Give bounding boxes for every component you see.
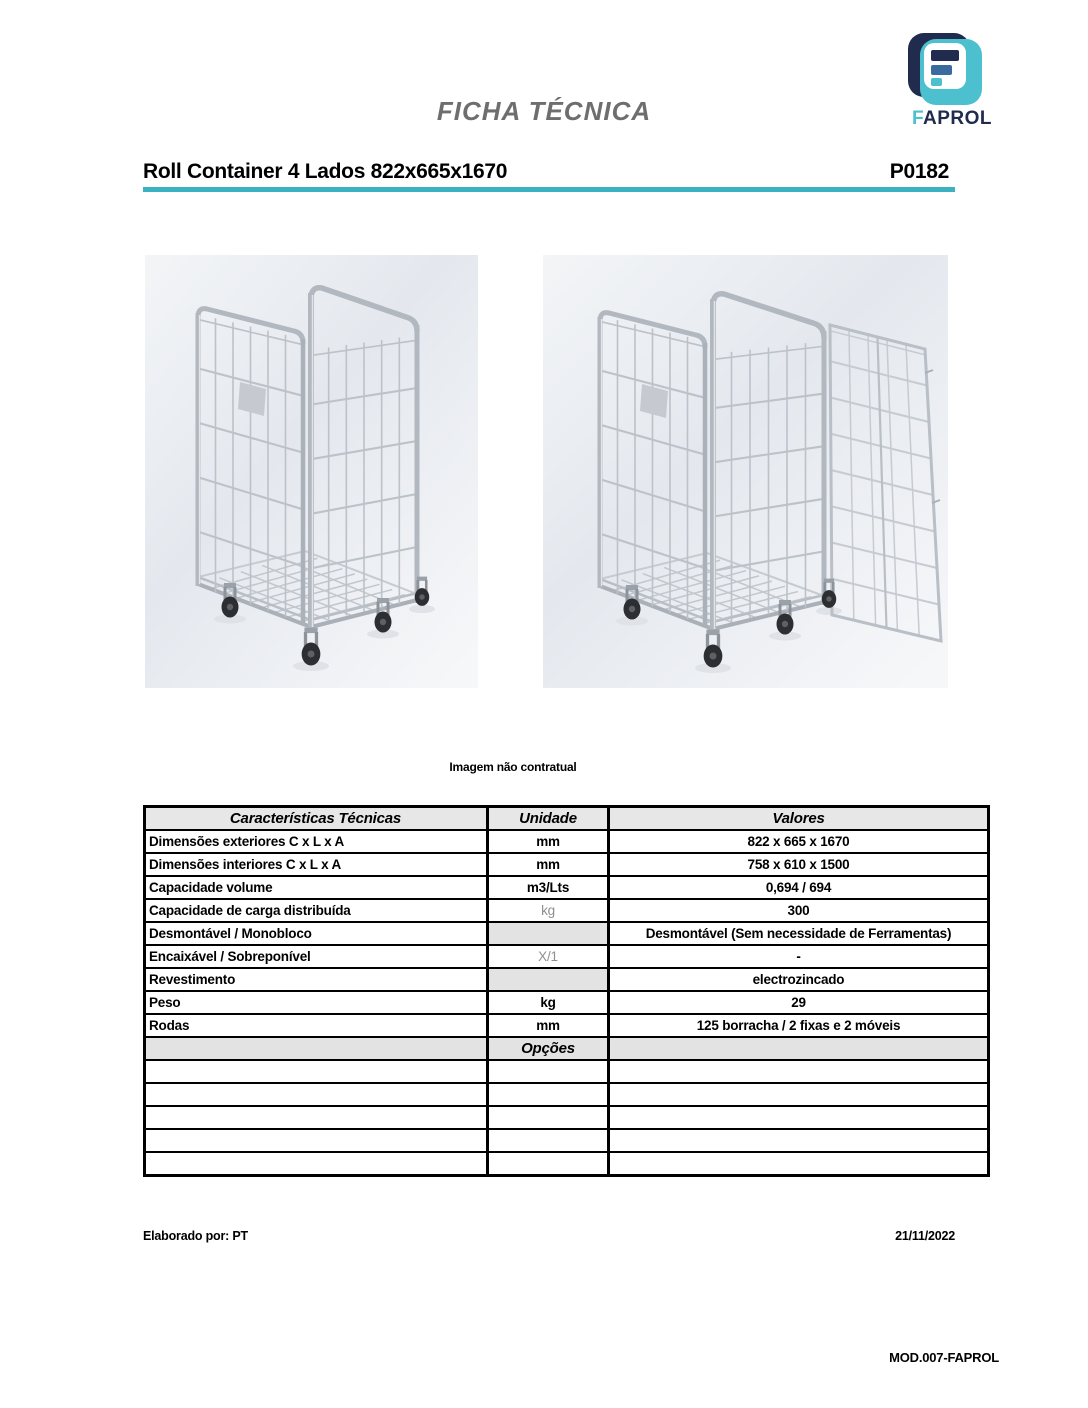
row-value: Desmontável (Sem necessidade de Ferramentas) bbox=[609, 922, 989, 945]
row-unit: kg bbox=[488, 899, 609, 922]
table-row bbox=[145, 968, 989, 991]
row-label: Dimensões interiores C x L x A bbox=[145, 853, 488, 876]
row-label: Rodas bbox=[145, 1014, 488, 1037]
image-disclaimer: Imagem não contratual bbox=[449, 760, 577, 774]
logo-bar-middle bbox=[931, 65, 952, 75]
empty-row bbox=[145, 1129, 989, 1152]
row-label: Capacidade volume bbox=[145, 876, 488, 899]
empty-row bbox=[145, 1060, 989, 1083]
spec-table-header-row bbox=[145, 807, 989, 831]
product-name: Roll Container 4 Lados 822x665x1670 bbox=[143, 160, 508, 183]
table-row bbox=[145, 853, 989, 876]
row-unit: X/1 bbox=[488, 945, 609, 968]
header-valores: Valores bbox=[609, 807, 989, 831]
empty-row bbox=[145, 1152, 989, 1176]
row-label: Revestimento bbox=[145, 968, 488, 991]
footer-date: 21/11/2022 bbox=[895, 1229, 955, 1243]
options-label: Opções bbox=[488, 1037, 609, 1060]
table-row bbox=[145, 922, 989, 945]
row-value: - bbox=[609, 945, 989, 968]
logo-bar-bottom bbox=[931, 78, 942, 86]
doc-template-code: MOD.007-FAPROL bbox=[889, 1350, 999, 1365]
product-photo-open-side bbox=[543, 255, 948, 688]
empty-row bbox=[145, 1083, 989, 1106]
elaborated-by: Elaborado por: PT bbox=[143, 1229, 248, 1243]
table-row bbox=[145, 991, 989, 1014]
row-unit bbox=[488, 922, 609, 945]
empty-row bbox=[145, 1106, 989, 1129]
header-unidade: Unidade bbox=[488, 807, 609, 831]
product-photo-assembled bbox=[145, 255, 478, 688]
table-row bbox=[145, 876, 989, 899]
row-value: 125 borracha / 2 fixas e 2 móveis bbox=[609, 1014, 989, 1037]
table-row bbox=[145, 945, 989, 968]
row-unit: mm bbox=[488, 830, 609, 853]
header-caracteristicas: Características Técnicas bbox=[145, 807, 488, 831]
row-value: 822 x 665 x 1670 bbox=[609, 830, 989, 853]
roll-container-assembled-image bbox=[145, 255, 478, 688]
table-row bbox=[145, 899, 989, 922]
logo-bar-top bbox=[931, 50, 959, 61]
options-section-row bbox=[145, 1037, 989, 1060]
row-unit: m3/Lts bbox=[488, 876, 609, 899]
row-unit bbox=[488, 968, 609, 991]
roll-container-open-image bbox=[543, 255, 948, 688]
product-header bbox=[143, 160, 955, 184]
row-label: Peso bbox=[145, 991, 488, 1014]
row-label: Desmontável / Monobloco bbox=[145, 922, 488, 945]
row-value: 300 bbox=[609, 899, 989, 922]
row-unit: mm bbox=[488, 1014, 609, 1037]
logo-brand-text: FAPROL bbox=[911, 108, 993, 128]
row-label: Encaixável / Sobreponível bbox=[145, 945, 488, 968]
row-value: 758 x 610 x 1500 bbox=[609, 853, 989, 876]
doc-title: FICHA TÉCNICA bbox=[436, 96, 652, 126]
table-row bbox=[145, 1014, 989, 1037]
row-value: electrozincado bbox=[609, 968, 989, 991]
spec-table bbox=[143, 805, 990, 1177]
row-unit: kg bbox=[488, 991, 609, 1014]
row-label: Dimensões exteriores C x L x A bbox=[145, 830, 488, 853]
footer bbox=[143, 1229, 955, 1243]
row-unit: mm bbox=[488, 853, 609, 876]
row-value: 0,694 / 694 bbox=[609, 876, 989, 899]
title-underline-rule bbox=[143, 187, 955, 192]
row-label: Capacidade de carga distribuída bbox=[145, 899, 488, 922]
row-value: 29 bbox=[609, 991, 989, 1014]
product-code: P0182 bbox=[889, 160, 949, 183]
table-row bbox=[145, 830, 989, 853]
